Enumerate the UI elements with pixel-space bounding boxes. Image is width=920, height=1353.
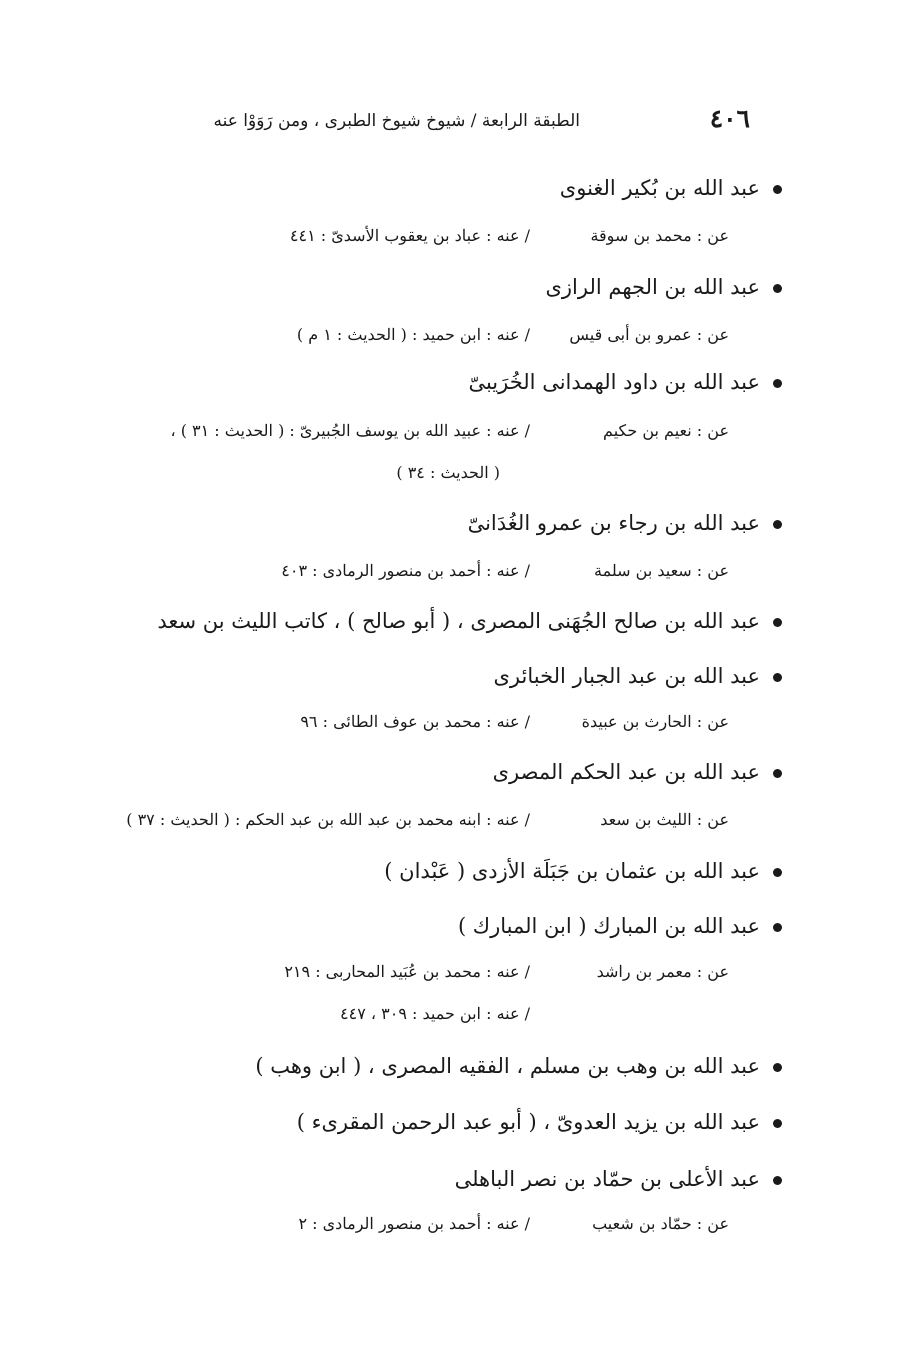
entry-name: عبد الله بن صالح الجُهَنى المصرى ، ( أبو صالح ) ، كاتب الليث بن سعد <box>157 609 760 633</box>
entry-from: عن : سعيد بن سلمة <box>594 561 729 580</box>
entry-name: عبد الله بن الجهم الرازى <box>545 275 760 299</box>
entry-to: / عنه : محمد بن عوف الطائى : ٩٦ <box>300 712 530 731</box>
entry-name: عبد الله بن رجاء بن عمرو الغُدَانىّ <box>467 511 760 535</box>
bullet-icon <box>773 1063 782 1072</box>
entry-from: عن : محمد بن سوقة <box>590 226 729 245</box>
running-title: الطبقة الرابعة / شيوخ شيوخ الطبرى ، ومن رَوَوْا عنه <box>213 111 580 131</box>
entry-from: عن : معمر بن راشد <box>596 962 729 981</box>
entry-to-second: / عنه : ابن حميد : ٣٠٩ ، ٤٤٧ <box>340 1004 530 1023</box>
bullet-icon <box>773 923 782 932</box>
bullet-icon <box>773 1176 782 1185</box>
entry-to: / عنه : عباد بن يعقوب الأسدىّ : ٤٤١ <box>289 226 530 245</box>
bullet-icon <box>773 618 782 627</box>
entry-to: / عنه : عبيد الله بن يوسف الجُبيرىّ : ( الحديث : ٣١ ) ، <box>170 421 530 440</box>
entry-from: عن : حمّاد بن شعيب <box>592 1214 729 1233</box>
entry-from: عن : نعيم بن حكيم <box>603 421 729 440</box>
bullet-icon <box>773 769 782 778</box>
entry-to: / عنه : ابنه محمد بن عبد الله بن عبد الحكم : ( الحديث : ٣٧ ) <box>126 810 530 829</box>
entry-name: عبد الله بن المبارك ( ابن المبارك ) <box>457 914 760 938</box>
entry-to: / عنه : أحمد بن منصور الرمادى : ٤٠٣ <box>281 561 530 580</box>
entry-name: عبد الله بن يزيد العدوىّ ، ( أبو عبد الرحمن المقرىء ) <box>296 1110 760 1134</box>
bullet-icon <box>773 284 782 293</box>
entry-name: عبد الله بن عثمان بن جَبَلَة الأزدى ( عَبْدان ) <box>384 859 760 883</box>
entry-name: عبد الأعلى بن حمّاد بن نصر الباهلى <box>454 1167 760 1191</box>
bullet-icon <box>773 379 782 388</box>
entry-to: / عنه : أحمد بن منصور الرمادى : ٢ <box>298 1214 530 1233</box>
entry-name: عبد الله بن بُكير الغنوى <box>559 176 760 200</box>
bullet-icon <box>773 1119 782 1128</box>
entry-name: عبد الله بن داود الهمدانى الخُرَيبىّ <box>468 370 760 394</box>
entry-to: / عنه : محمد بن عُبَيد المحاربى : ٢١٩ <box>284 962 530 981</box>
entry-name: عبد الله بن عبد الجبار الخبائرى <box>493 664 760 688</box>
entry-from: عن : الحارث بن عبيدة <box>581 712 729 731</box>
page-number: ٤٠٦ <box>709 104 750 133</box>
entry-from: عن : الليث بن سعد <box>600 810 729 829</box>
entry-name: عبد الله بن وهب بن مسلم ، الفقيه المصرى ، ( ابن وهب ) <box>255 1054 760 1078</box>
entry-from: عن : عمرو بن أبى قيس <box>569 325 729 344</box>
bullet-icon <box>773 185 782 194</box>
bullet-icon <box>773 673 782 682</box>
bullet-icon <box>773 868 782 877</box>
bullet-icon <box>773 520 782 529</box>
entry-name: عبد الله بن عبد الحكم المصرى <box>492 760 760 784</box>
entry-to: / عنه : ابن حميد : ( الحديث : ١ م ) <box>296 325 530 344</box>
entry-to-continuation: ( الحديث : ٣٤ ) <box>396 463 500 482</box>
